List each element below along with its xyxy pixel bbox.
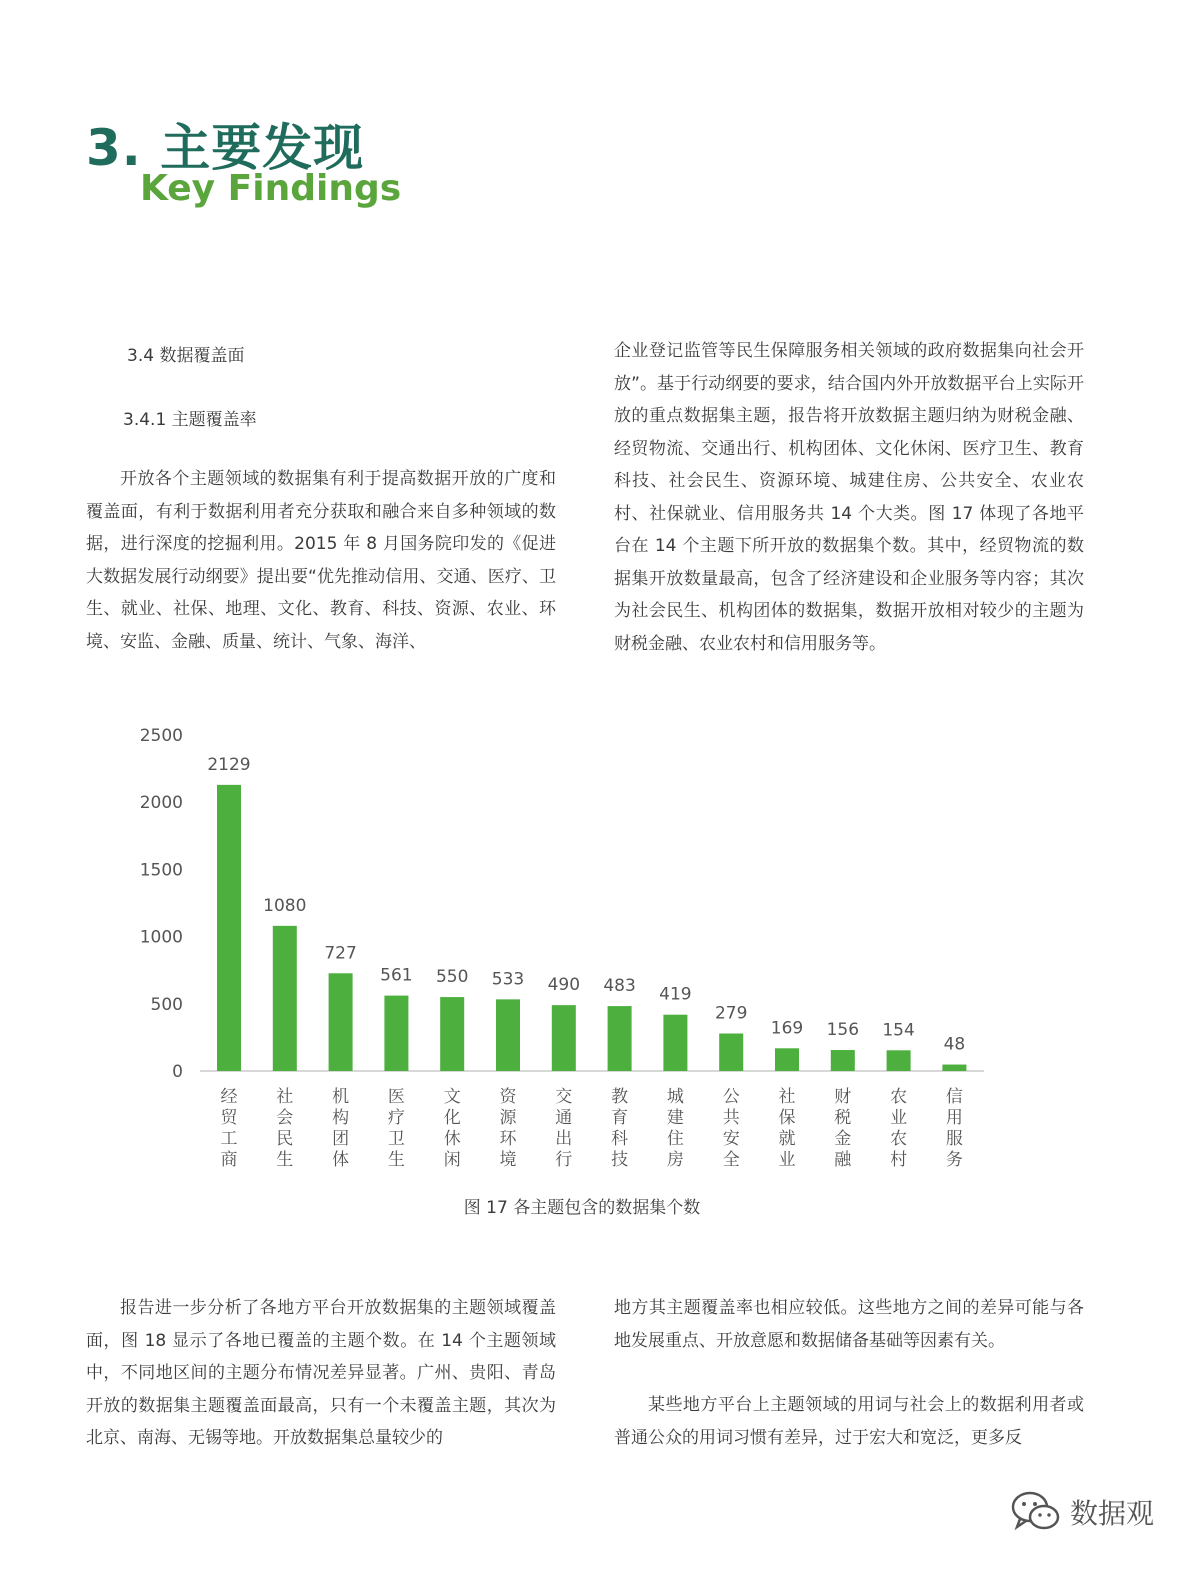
paragraph-left-bottom: 报告进一步分析了各地方平台开放数据集的主题领域覆盖面，图 18 显示了各地已覆盖的主题个数。在 14 个主题领域中，不同地区间的主题分布情况差异显著。广州、贵阳、青岛开放的数据集主题覆盖面最高，只有一个未覆盖主题，其次为北京、南海、无锡等地。开放数据集总量较少的 [86, 1298, 556, 1448]
wechat-icon [1010, 1490, 1062, 1534]
bar [273, 926, 297, 1071]
data-label: 561 [380, 965, 413, 986]
bar [887, 1050, 911, 1071]
category-label: 教育科技 [611, 1087, 629, 1170]
paragraph-right-top: 企业登记监管等民生保障服务相关领域的政府数据集向社会开放”。基于行动纲要的要求，结合国内外开放数据平台上实际开放的重点数据集主题，报告将开放数据主题归纳为财税金融、经贸物流、交通出行、机构团体、文化休闲、医疗卫生、教育科技、社会民生、资源环境、城建住房、公共安全、农业农村、社保就业、信用服务共 14 个大类。图 17 体现了各地平台在 14 个主题下所开放的数据集个数。其中，经贸物流的数据集开放数量最高，包含了经济建设和企业服务等内容；其次为社会民生、机构团体的数据集，数据开放相对较少的主题为财税金融、农业农村和信用服务等。 [614, 341, 1084, 654]
data-label: 48 [943, 1034, 966, 1055]
data-label: 483 [603, 976, 636, 997]
bar [440, 997, 464, 1071]
subsection-heading: 3.4.1 主题覆盖率 [123, 410, 257, 430]
watermark-text: 数据观 [1070, 1497, 1155, 1530]
data-label: 533 [491, 969, 525, 990]
y-tick-label: 500 [150, 994, 183, 1015]
category-label: 信用服务 [945, 1087, 963, 1170]
y-tick-label: 0 [172, 1062, 183, 1082]
bar [775, 1048, 799, 1071]
paragraph-left-top: 开放各个主题领域的数据集有利于提高数据开放的广度和覆盖面，有利于数据利用者充分获取和融合来自多种领域的数据，进行深度的挖掘利用。2015 年 8 月国务院印发的《促进大数据发展行动纲要》提出要“优先推动信用、交通、医疗、卫生、就业、社保、地理、文化、教育、科技、资源、农业、环境、安监、金融、质量、统计、气象、海洋、 [86, 469, 556, 652]
bar [384, 996, 408, 1071]
y-tick-label: 1500 [139, 860, 183, 881]
chart-caption: 图 17 各主题包含的数据集个数 [463, 1198, 701, 1218]
category-label: 社会民生 [276, 1087, 294, 1170]
page-title: 3. 主要发现 [86, 119, 365, 177]
category-label: 公共安全 [722, 1087, 740, 1170]
bar [719, 1034, 743, 1071]
y-tick-label: 1000 [139, 927, 183, 948]
category-label: 城建住房 [666, 1087, 684, 1170]
page-subtitle-en: Key Findings [140, 168, 402, 209]
data-label: 2129 [207, 754, 251, 775]
category-label: 农业农村 [890, 1087, 908, 1170]
category-label: 资源环境 [499, 1087, 517, 1170]
category-label: 文化休闲 [443, 1087, 461, 1170]
data-label: 550 [435, 967, 469, 988]
data-label: 727 [324, 943, 357, 964]
data-label: 279 [714, 1003, 748, 1024]
y-tick-label: 2500 [139, 726, 183, 746]
category-label: 财税金融 [834, 1087, 852, 1170]
paragraph-right-bottom-1: 地方其主题覆盖率也相应较低。这些地方之间的差异可能与各地发展重点、开放意愿和数据储备基础等因素有关。 [614, 1298, 1084, 1351]
category-label: 机构团体 [332, 1087, 350, 1170]
bar [329, 973, 353, 1071]
bar [496, 999, 520, 1071]
bar [552, 1005, 576, 1071]
bar-chart [0, 700, 1200, 1170]
data-label: 169 [770, 1018, 804, 1039]
bar [608, 1006, 632, 1071]
y-tick-label: 2000 [139, 793, 183, 814]
bar [663, 1015, 687, 1071]
bar [942, 1065, 966, 1071]
data-label: 490 [547, 975, 581, 996]
bar [831, 1050, 855, 1071]
paragraph-right-bottom-2: 某些地方平台上主题领域的用词与社会上的数据利用者或普通公众的用词习惯有差异，过于宏大和宽泛，更多反 [614, 1395, 1084, 1448]
section-heading: 3.4 数据覆盖面 [127, 346, 245, 366]
bar [217, 785, 241, 1071]
watermark [1010, 1490, 1154, 1534]
category-label: 医疗卫生 [387, 1087, 405, 1170]
data-label: 1080 [263, 895, 307, 916]
data-label: 154 [882, 1020, 915, 1041]
category-label: 交通出行 [555, 1087, 573, 1170]
data-label: 156 [826, 1020, 860, 1041]
category-label: 社保就业 [778, 1087, 796, 1170]
data-label: 419 [659, 984, 692, 1005]
category-label: 经贸工商 [220, 1087, 238, 1170]
